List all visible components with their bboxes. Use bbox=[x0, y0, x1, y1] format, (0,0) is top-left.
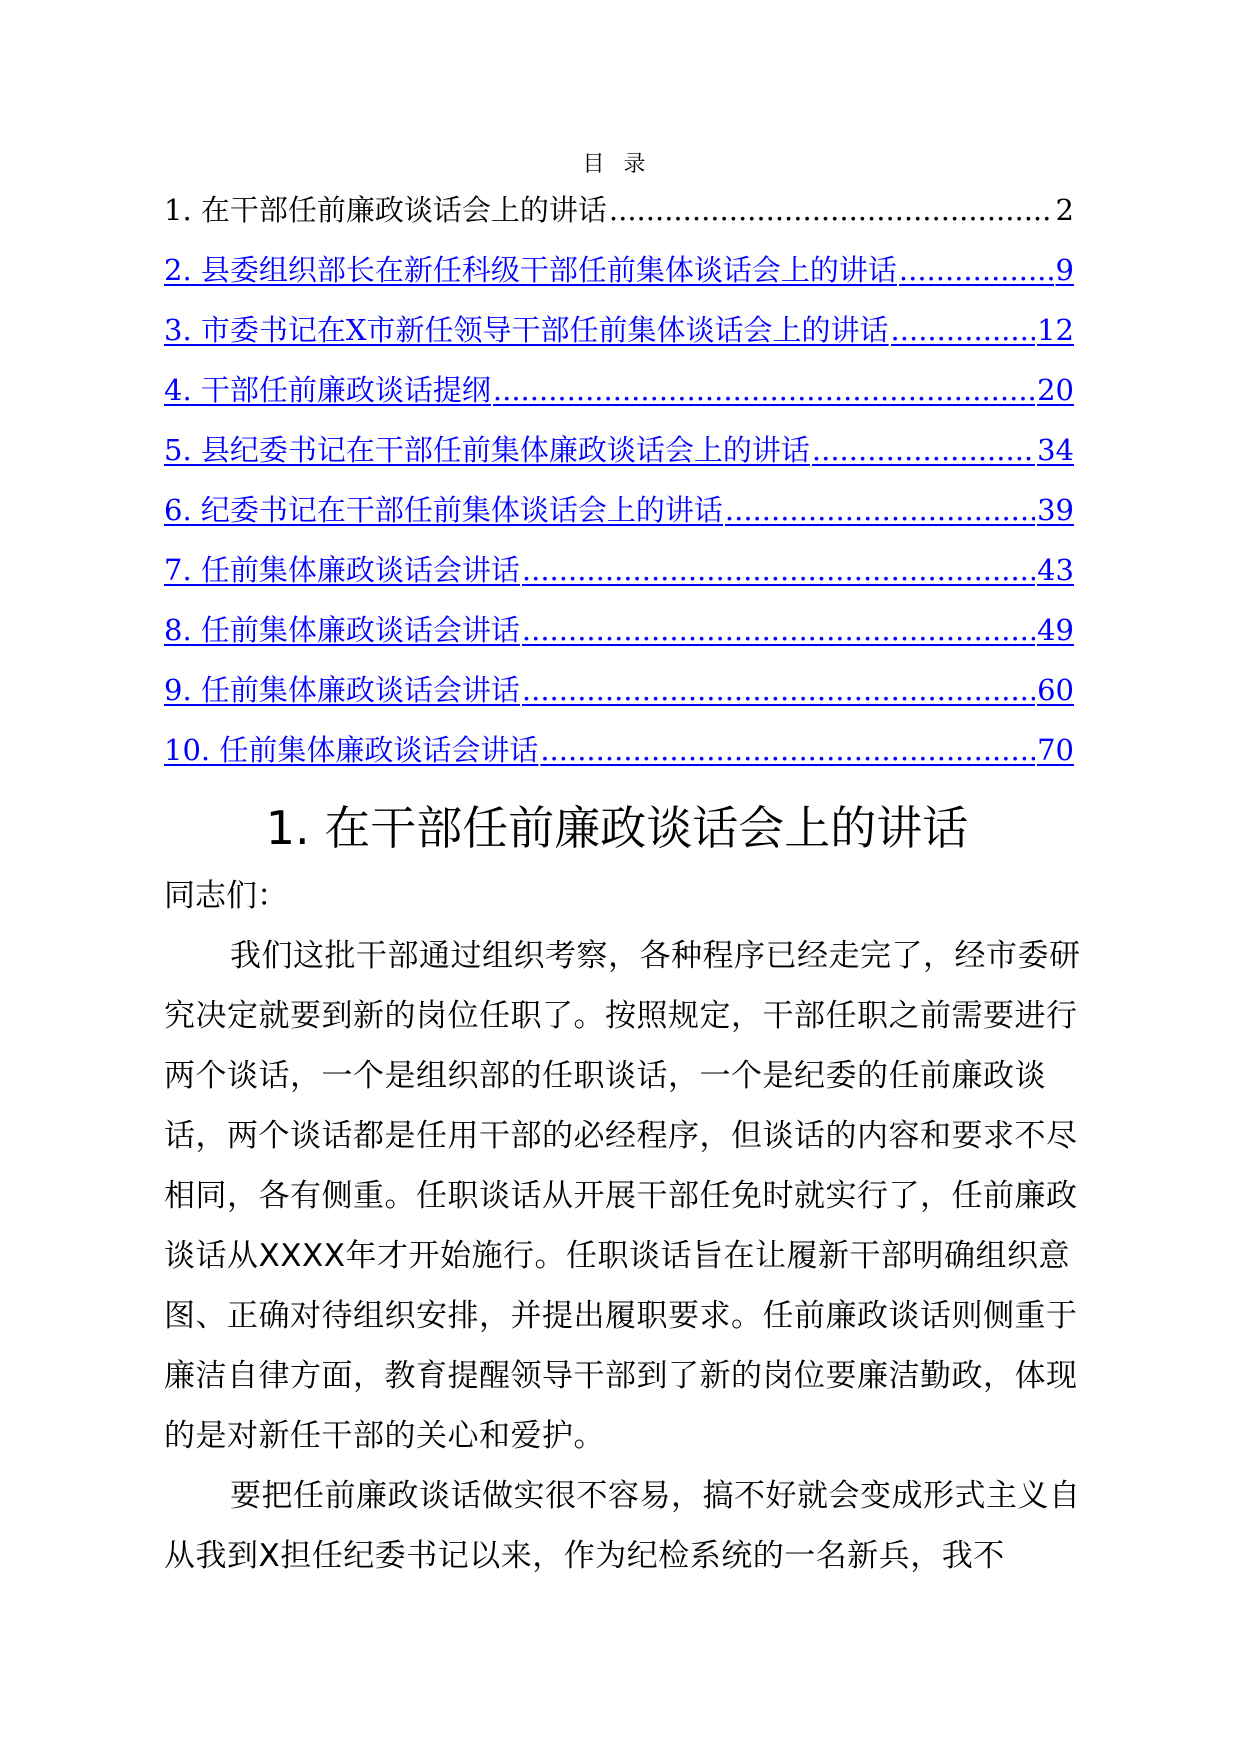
toc-item-page: 70 bbox=[1037, 733, 1074, 767]
toc-item-page: 12 bbox=[1037, 313, 1074, 347]
toc-item[interactable] bbox=[164, 490, 1074, 550]
toc-leader-dots bbox=[725, 490, 1035, 530]
toc-leader-dots bbox=[522, 670, 1035, 710]
article-title: 1. 在干部任前廉政谈话会上的讲话 bbox=[265, 801, 969, 855]
toc-item-page: 39 bbox=[1037, 493, 1074, 527]
body-paragraph: 我们这批干部通过组织考察，各种程序已经走完了，经市委研究决定就要到新的岗位任职了。按照规定，干部任职之前需要进行两个谈话，一个是组织部的任职谈话，一个是纪委的任前廉政谈话，两个谈话都是任用干部的必经程序，但谈话的内容和要求不尽相同，各有侧重。任职谈话从开展干部任免时就实行了，任前廉政谈话从XXXX年才开始施行。任职谈话旨在让履新干部明确组织意图、正确对待组织安排，并提出履职要求。任前廉政谈话则侧重于廉洁自律方面，教育提醒领导干部到了新的岗位要廉洁勤政，体现的是对新任干部的关心和爱护。 bbox=[164, 938, 1081, 1454]
toc-item-title: 4. 干部任前廉政谈话提纲 bbox=[164, 373, 491, 407]
toc-item[interactable] bbox=[164, 730, 1074, 790]
toc-item-page: 34 bbox=[1037, 433, 1074, 467]
toc-item[interactable] bbox=[164, 190, 1074, 250]
toc-item[interactable] bbox=[164, 670, 1074, 730]
toc-leader-dots bbox=[899, 250, 1054, 290]
toc-item-page: 9 bbox=[1055, 253, 1074, 287]
toc-item-title: 7. 任前集体廉政谈话会讲话 bbox=[164, 553, 520, 587]
toc-item[interactable] bbox=[164, 430, 1074, 490]
toc-leader-dots bbox=[891, 310, 1036, 350]
toc-item-page: 20 bbox=[1037, 373, 1074, 407]
toc-item-title: 10. 任前集体廉政谈话会讲话 bbox=[164, 733, 539, 767]
toc-leader-dots bbox=[522, 610, 1035, 650]
toc-leader-dots bbox=[609, 190, 1054, 230]
body-paragraph: 要把任前廉政谈话做实很不容易，搞不好就会变成形式主义自从我到X担任纪委书记以来，作为纪检系统的一名新兵，我不 bbox=[164, 1478, 1081, 1574]
salutation: 同志们： bbox=[164, 878, 288, 914]
toc-item-page: 2 bbox=[1055, 193, 1074, 227]
table-of-contents bbox=[164, 190, 1074, 790]
toc-leader-dots bbox=[493, 370, 1035, 410]
toc-item[interactable] bbox=[164, 370, 1074, 430]
toc-item-title: 6. 纪委书记在干部任前集体谈话会上的讲话 bbox=[164, 493, 723, 527]
toc-item[interactable] bbox=[164, 550, 1074, 610]
toc-item-title: 3. 市委书记在X市新任领导干部任前集体谈话会上的讲话 bbox=[164, 313, 889, 347]
toc-item-title: 9. 任前集体廉政谈话会讲话 bbox=[164, 673, 520, 707]
toc-leader-dots bbox=[812, 430, 1035, 470]
toc-item-page: 60 bbox=[1037, 673, 1074, 707]
toc-item[interactable] bbox=[164, 310, 1074, 370]
toc-item[interactable] bbox=[164, 250, 1074, 310]
toc-item-page: 49 bbox=[1037, 613, 1074, 647]
toc-item-page: 43 bbox=[1037, 553, 1074, 587]
toc-leader-dots bbox=[522, 550, 1035, 590]
toc-item-title: 1. 在干部任前廉政谈话会上的讲话 bbox=[164, 193, 607, 227]
toc-item-title: 5. 县纪委书记在干部任前集体廉政谈话会上的讲话 bbox=[164, 433, 810, 467]
toc-item-title: 2. 县委组织部长在新任科级干部任前集体谈话会上的讲话 bbox=[164, 253, 897, 287]
toc-item-title: 8. 任前集体廉政谈话会讲话 bbox=[164, 613, 520, 647]
toc-heading: 目 录 bbox=[582, 152, 652, 177]
toc-leader-dots bbox=[540, 730, 1035, 770]
toc-item[interactable] bbox=[164, 610, 1074, 670]
